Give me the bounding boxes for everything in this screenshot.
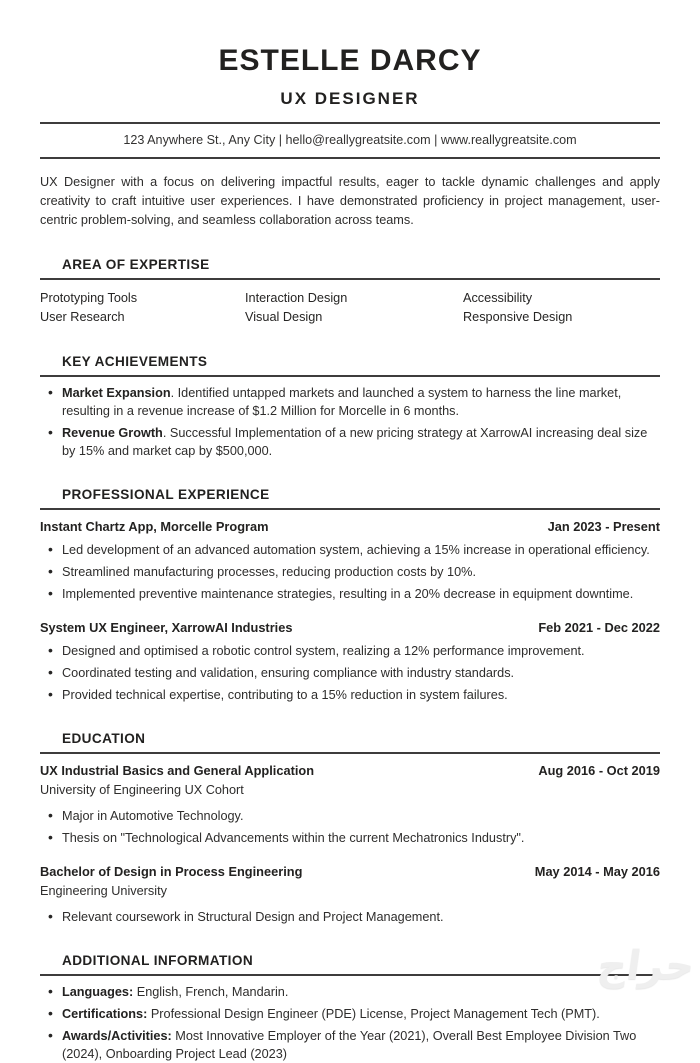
watermark-logo: حراج — [594, 943, 698, 989]
job-bullet: • Streamlined manufacturing processes, reducing production costs by 10%. — [40, 563, 660, 581]
section-heading-education: EDUCATION — [40, 731, 660, 754]
expertise-column-1 — [40, 289, 245, 327]
additional-item — [40, 1027, 660, 1063]
expertise-item: Visual Design — [245, 310, 323, 324]
additional-item — [40, 1005, 660, 1023]
expertise-grid — [40, 289, 660, 327]
job-bullet: • Led development of an advanced automation system, achieving a 15% increase in operational efficiency. — [40, 541, 660, 559]
education-degree: Bachelor of Design in Process Engineering — [40, 864, 303, 879]
education-header-row — [40, 763, 660, 778]
additional-lead: Awards/Activities: — [62, 1029, 172, 1043]
expertise-item: Responsive Design — [463, 310, 573, 324]
summary-paragraph: UX Designer with a focus on delivering impactful results, eager to tackle dynamic challenges and apply creativity to craft intuitive user experiences. I have demonstrated proficiency in project management, user-centric problem-solving, and seamless collaboration across teams. — [40, 175, 660, 227]
additional-lead: Certifications: — [62, 1007, 148, 1021]
section-heading-expertise: AREA OF EXPERTISE — [40, 257, 660, 280]
achievement-text: . Successful Implementation of a new pricing strategy at XarrowAI increasing deal size by 15% and market cap by $500,000. — [62, 426, 648, 458]
additional-text: Most Innovative Employer of the Year (2021), Overall Best Employee Division Two (2024), Onboarding Project Lead (2023) — [62, 1029, 637, 1061]
education-entry — [40, 864, 660, 926]
education-entry — [40, 763, 660, 847]
job-dates: Jan 2023 - Present — [547, 519, 660, 534]
section-education — [40, 731, 660, 926]
expertise-item: User Research — [40, 310, 125, 324]
jobs-container — [40, 519, 660, 704]
section-experience — [40, 487, 660, 704]
education-bullet: • Major in Automotive Technology. — [40, 807, 660, 825]
contact-line: 123 Anywhere St., Any City | hello@reallygreatsite.com | www.reallygreatsite.com — [123, 133, 577, 147]
person-name: ESTELLE DARCY — [218, 44, 482, 77]
job-entry — [40, 519, 660, 603]
header-divider-bottom — [40, 157, 660, 159]
additional-lead: Languages: — [62, 985, 134, 999]
person-role: UX DESIGNER — [280, 89, 420, 108]
section-heading-achievements: KEY ACHIEVEMENTS — [40, 354, 660, 377]
achievement-item — [40, 384, 660, 420]
expertise-column-2 — [245, 289, 463, 327]
job-bullet: • Implemented preventive maintenance strategies, resulting in a 20% decrease in equipment downtime. — [40, 585, 660, 603]
expertise-column-3 — [463, 289, 660, 327]
section-heading-additional: ADDITIONAL INFORMATION — [40, 953, 660, 976]
job-title: System UX Engineer, XarrowAI Industries — [40, 620, 293, 635]
additional-text: English, French, Mandarin. — [133, 985, 289, 999]
education-dates: Aug 2016 - Oct 2019 — [538, 763, 660, 778]
achievement-text: . Identified untapped markets and launched a system to harness the line market, resulting in a revenue increase of $1.2 Million for Morcelle in 6 months. — [62, 386, 622, 418]
education-header-row — [40, 864, 660, 879]
additional-item — [40, 983, 660, 1001]
achievement-item — [40, 424, 660, 460]
education-school: Engineering University — [40, 884, 167, 898]
education-bullet: • Thesis on "Technological Advancements within the current Mechatronics Industry". — [40, 829, 660, 847]
achievements-list — [40, 384, 660, 460]
additional-list — [40, 983, 660, 1063]
section-achievements — [40, 354, 660, 460]
education-degree: UX Industrial Basics and General Application — [40, 763, 315, 778]
achievement-lead: Market Expansion — [62, 386, 171, 400]
job-bullets — [40, 642, 660, 704]
section-additional — [40, 953, 660, 1063]
job-header-row — [40, 519, 660, 534]
education-bullet: • Relevant coursework in Structural Design and Project Management. — [40, 908, 660, 926]
job-bullet: • Designed and optimised a robotic control system, realizing a 12% performance improvement. — [40, 642, 660, 660]
expertise-item: Accessibility — [463, 291, 533, 305]
job-bullet: • Provided technical expertise, contributing to a 15% reduction in system failures. — [40, 686, 660, 704]
achievement-lead: Revenue Growth — [62, 426, 163, 440]
resume-header — [40, 44, 660, 159]
job-bullets — [40, 541, 660, 603]
section-heading-experience: PROFESSIONAL EXPERIENCE — [40, 487, 660, 510]
expertise-item: Interaction Design — [245, 291, 348, 305]
education-bullets — [40, 807, 660, 847]
job-dates: Feb 2021 - Dec 2022 — [538, 620, 660, 635]
job-entry — [40, 620, 660, 704]
job-bullet: • Coordinated testing and validation, ensuring compliance with industry standards. — [40, 664, 660, 682]
job-header-row — [40, 620, 660, 635]
education-dates: May 2014 - May 2016 — [534, 864, 660, 879]
job-title: Instant Chartz App, Morcelle Program — [40, 519, 269, 534]
expertise-item: Prototyping Tools — [40, 291, 138, 305]
education-bullets — [40, 908, 660, 926]
education-container — [40, 763, 660, 926]
additional-text: Professional Design Engineer (PDE) License, Project Management Tech (PMT). — [147, 1007, 600, 1021]
education-school: University of Engineering UX Cohort — [40, 783, 244, 797]
section-expertise — [40, 257, 660, 327]
